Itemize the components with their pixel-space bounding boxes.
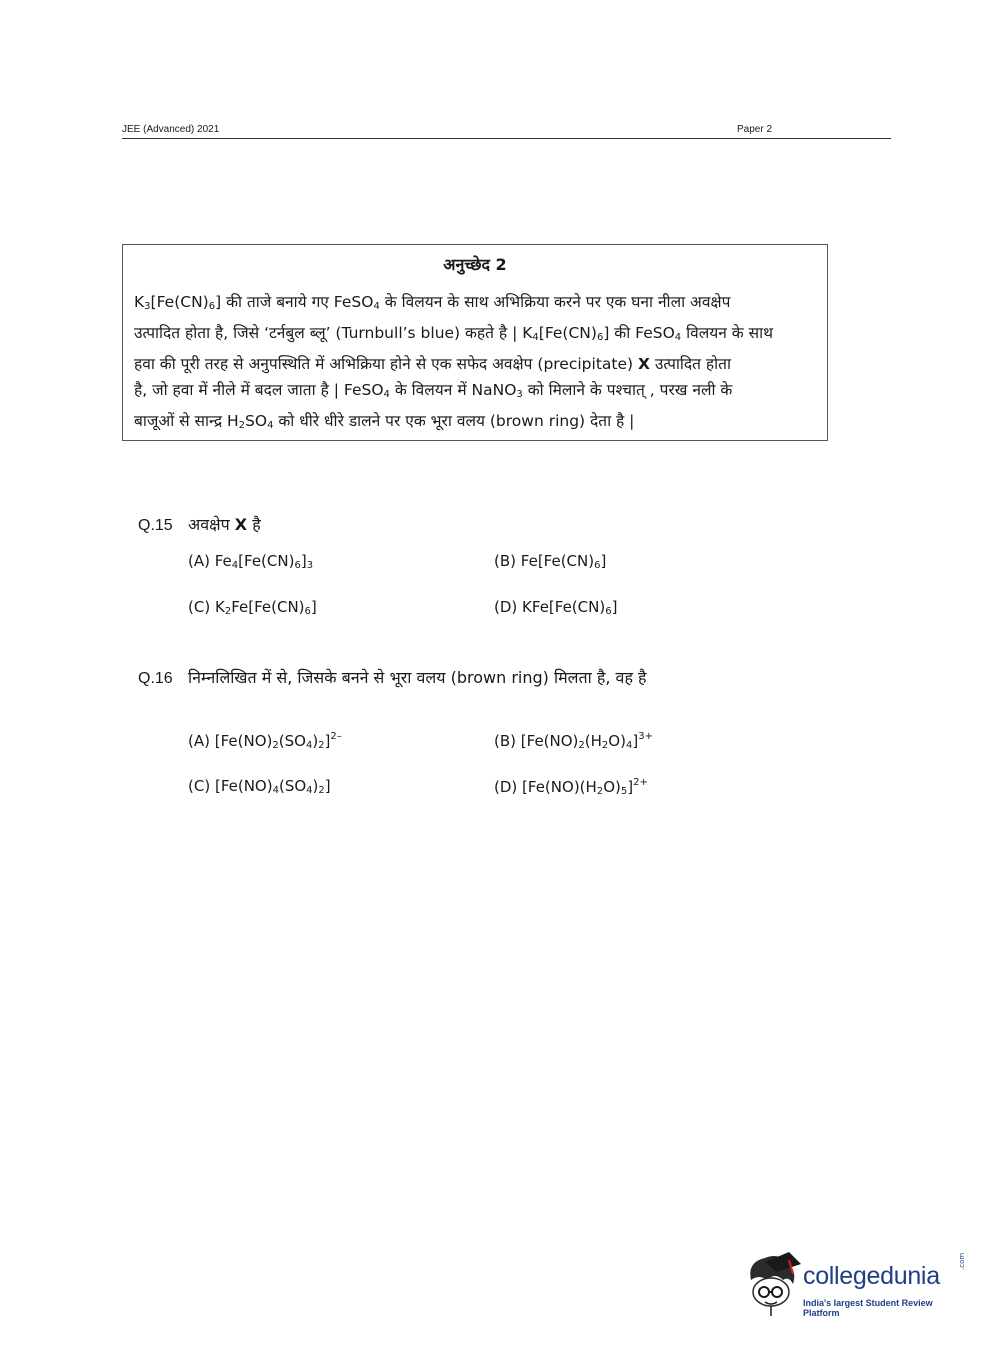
formula-run: [Fe(NO) (214, 777, 273, 795)
question-16 (138, 666, 647, 688)
question-text: निम्नलिखित में से, जिसके बनने से भूरा वलय (brown ring) मिलता है, वह है (188, 668, 647, 687)
subscript: 2 (224, 606, 232, 617)
subscript: 4 (272, 785, 279, 796)
bold-symbol: X (234, 515, 248, 534)
option-d[interactable] (494, 598, 617, 617)
subscript: 3 (144, 301, 151, 312)
question-text: अवक्षेप (188, 515, 235, 534)
text-run: उत्पादित होता (649, 355, 732, 373)
formula-run: (SO (278, 732, 306, 750)
text-run: उत्पादित होता है, जिसे ‘टर्नबुल ब्लू’ (Turnbull’s blue) कहते है | K (134, 324, 533, 342)
text-run: के विलयन में NaNO (389, 381, 517, 399)
formula-run: [Fe(NO) (214, 732, 273, 750)
exam-title: JEE (Advanced) 2021 (122, 124, 220, 135)
passage-line (134, 351, 819, 377)
paper-number: Paper 2 (737, 124, 773, 135)
question-text: है (247, 515, 261, 534)
formula-run: ] (310, 598, 317, 616)
subscript: 6 (304, 606, 311, 617)
formula-run: [Fe(NO)(H (522, 778, 597, 796)
passage-box (122, 244, 828, 441)
subscript: 2 (318, 785, 325, 796)
formula-run: KFe[Fe(CN) (522, 598, 606, 616)
passage-line (134, 320, 819, 351)
text-run: K (134, 293, 145, 311)
text-run: SO (245, 412, 268, 430)
formula-run: ] (324, 777, 331, 795)
formula-run: ] (611, 598, 618, 616)
text-run: के विलयन के साथ अभिक्रिया करने पर एक घना नीला अवक्षेप (379, 293, 731, 311)
text-run: हवा की पूरी तरह से अनुपस्थिति में अभिक्रिया होने से एक सफेद अवक्षेप (precipitate) (134, 355, 638, 373)
subscript: 6 (294, 560, 301, 571)
text-run: ] की ताजे बनाये गए FeSO (215, 293, 374, 311)
formula-run: ] (600, 552, 607, 570)
text-run: को मिलाने के पश्चात् , परख नली के (522, 381, 733, 399)
option-b[interactable] (494, 552, 606, 571)
subscript: 4 (383, 389, 390, 400)
passage-text (134, 289, 819, 439)
subscript: 6 (596, 332, 604, 343)
subscript: 2 (272, 740, 279, 751)
subscript: 2 (318, 740, 325, 751)
option-label: (A) (188, 732, 210, 750)
question-15 (138, 513, 261, 535)
subscript: 4 (231, 560, 239, 571)
subscript: 4 (306, 785, 313, 796)
logo-domain: .com (958, 1252, 966, 1270)
subscript: 3 (306, 560, 314, 571)
option-label: (C) (188, 777, 211, 795)
subscript: 4 (532, 332, 539, 343)
bold-symbol: X (638, 355, 650, 373)
subscript: 4 (305, 740, 313, 751)
subscript: 6 (594, 560, 601, 571)
subscript: 2 (578, 740, 585, 751)
collegedunia-logo[interactable] (745, 1250, 970, 1322)
superscript-charge: 3+ (638, 731, 653, 742)
formula-run: [Fe(NO) (520, 732, 579, 750)
subscript: 2 (238, 420, 246, 431)
formula-run: ] (627, 778, 634, 796)
formula-run: O) (608, 732, 626, 750)
subscript: 4 (625, 740, 633, 751)
formula-run: ] (324, 732, 331, 750)
page-header (122, 121, 891, 139)
text-run: ] की FeSO (603, 324, 675, 342)
mascot-icon (745, 1250, 803, 1322)
option-label: (D) (494, 778, 518, 796)
option-d[interactable] (494, 777, 648, 797)
text-run: [Fe(CN) (150, 293, 209, 311)
superscript-charge: 2+ (633, 777, 648, 788)
text-run: [Fe(CN) (538, 324, 597, 342)
subscript: 4 (674, 332, 682, 343)
text-run: को धीरे धीरे डालने पर एक भूरा वलय (brown ring) देता है | (273, 412, 635, 430)
subscript: 4 (267, 420, 274, 431)
subscript: 3 (516, 389, 523, 400)
option-label: (C) (188, 598, 211, 616)
formula-run: Fe (214, 552, 232, 570)
formula-run: Fe[Fe(CN) (520, 552, 595, 570)
superscript-charge: 2– (330, 731, 342, 742)
option-label: (B) (494, 732, 516, 750)
formula-run: Fe[Fe(CN) (231, 598, 305, 616)
subscript: 2 (596, 786, 604, 797)
subscript: 2 (601, 740, 609, 751)
text-run: विलयन के साथ (681, 324, 773, 342)
subscript: 4 (373, 301, 380, 312)
formula-run: (SO (278, 777, 307, 795)
passage-line (134, 377, 819, 408)
subscript: 6 (208, 301, 216, 312)
passage-line (134, 408, 819, 439)
option-label: (B) (494, 552, 516, 570)
option-a[interactable] (188, 731, 342, 751)
logo-wordmark: collegedunia (803, 1262, 940, 1290)
subscript: 5 (620, 786, 628, 797)
text-run: है, जो हवा में नीले में बदल जाता है | FeSO (134, 381, 384, 399)
option-label: (D) (494, 598, 518, 616)
formula-run: K (214, 598, 225, 616)
passage-title: अनुच्छेद 2 (443, 255, 507, 274)
passage-line (134, 289, 819, 320)
formula-run: O) (603, 778, 621, 796)
option-a[interactable] (188, 552, 313, 571)
formula-run: ] (632, 732, 639, 750)
formula-run: [Fe(CN) (238, 552, 295, 570)
subscript: 6 (605, 606, 612, 617)
formula-run: ] (300, 552, 307, 570)
question-number: Q.15 (138, 517, 173, 534)
option-c[interactable] (188, 598, 317, 617)
formula-run: ) (312, 777, 319, 795)
formula-run: ) (312, 732, 319, 750)
option-c[interactable] (188, 777, 331, 796)
formula-run: (H (584, 732, 602, 750)
logo-tagline: India's largest Student Review Platform (803, 1298, 933, 1318)
text-run: बाजूओं से सान्द्र H (134, 412, 239, 430)
option-b[interactable] (494, 731, 653, 751)
option-label: (A) (188, 552, 210, 570)
question-number: Q.16 (138, 670, 173, 687)
